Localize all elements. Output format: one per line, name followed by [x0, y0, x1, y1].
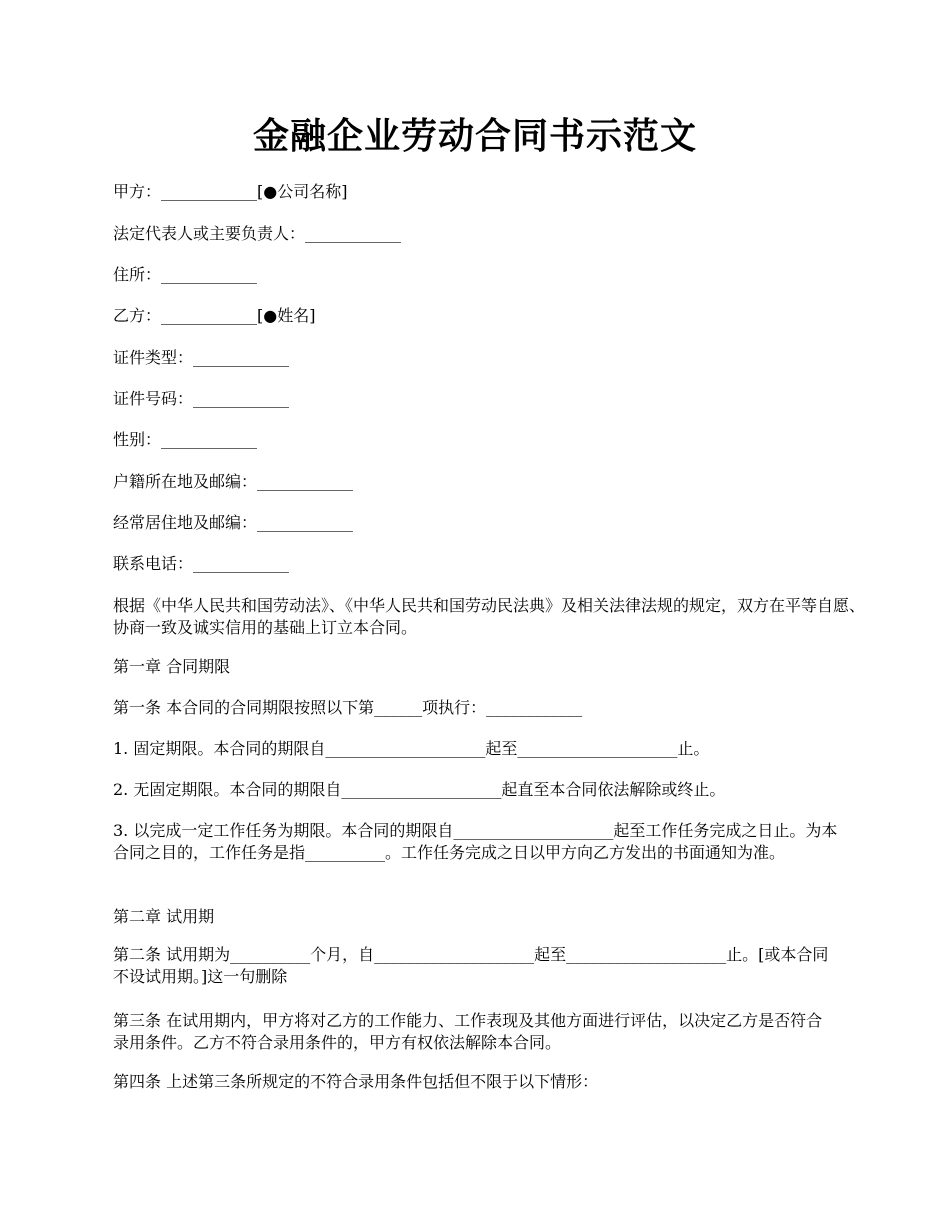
legal-representative-field: 法定代表人或主要负责人：____________: [113, 224, 402, 243]
address-field: 住所：____________: [113, 265, 258, 284]
party-a-field: 甲方：____________[●公司名称]: [113, 182, 348, 201]
chapter-1-heading: 第一章 合同期限: [113, 657, 231, 676]
phone-field: 联系电话：____________: [113, 554, 290, 573]
document-title: 金融企业劳动合同书示范文: [252, 115, 697, 157]
household-address-field: 户籍所在地及邮编：____________: [113, 472, 354, 491]
article-4: 第四条 上述第三条所规定的不符合录用条件包括但不限于以下情形：: [113, 1072, 599, 1091]
article-1: 第一条 本合同的合同期限按照以下第______项执行：____________: [113, 698, 583, 717]
id-type-field: 证件类型：____________: [113, 348, 290, 367]
term-item-2: 2. 无固定期限。本合同的期限自____________________起直至本合同依法解除或终止。: [113, 780, 726, 799]
intro-paragraph: 根据《中华人民共和国劳动法》、《中华人民共和国劳动民法典》及相关法律法规的规定，双方在平等自愿、协商一致及诚实信用的基础上订立本合同。: [113, 596, 866, 637]
chapter-2-heading: 第二章 试用期: [113, 907, 215, 926]
article-3: 第三条 在试用期内，甲方将对乙方的工作能力、工作表现及其他方面进行评估，以决定乙方是否符合录用条件。乙方不符合录用条件的，甲方有权依法解除本合同。: [113, 1011, 823, 1052]
party-b-field: 乙方：____________[●姓名]: [113, 306, 316, 325]
article-2: 第二条 试用期为__________个月，自____________________起至____________________止。[或本合同不设试用期。]这一句删除: [113, 945, 829, 986]
term-item-1: 1. 固定期限。本合同的期限自____________________起至____________________止。: [113, 739, 710, 758]
residence-address-field: 经常居住地及邮编：____________: [113, 513, 354, 532]
id-number-field: 证件号码：____________: [113, 389, 290, 408]
term-item-3: 3. 以完成一定工作任务为期限。本合同的期限自____________________起至工作任务完成之日止。为本合同之目的，工作任务是指__________。工作任务完成之日以甲方向乙方发出的书面通知为准。: [113, 821, 838, 862]
gender-field: 性别：____________: [113, 430, 258, 449]
